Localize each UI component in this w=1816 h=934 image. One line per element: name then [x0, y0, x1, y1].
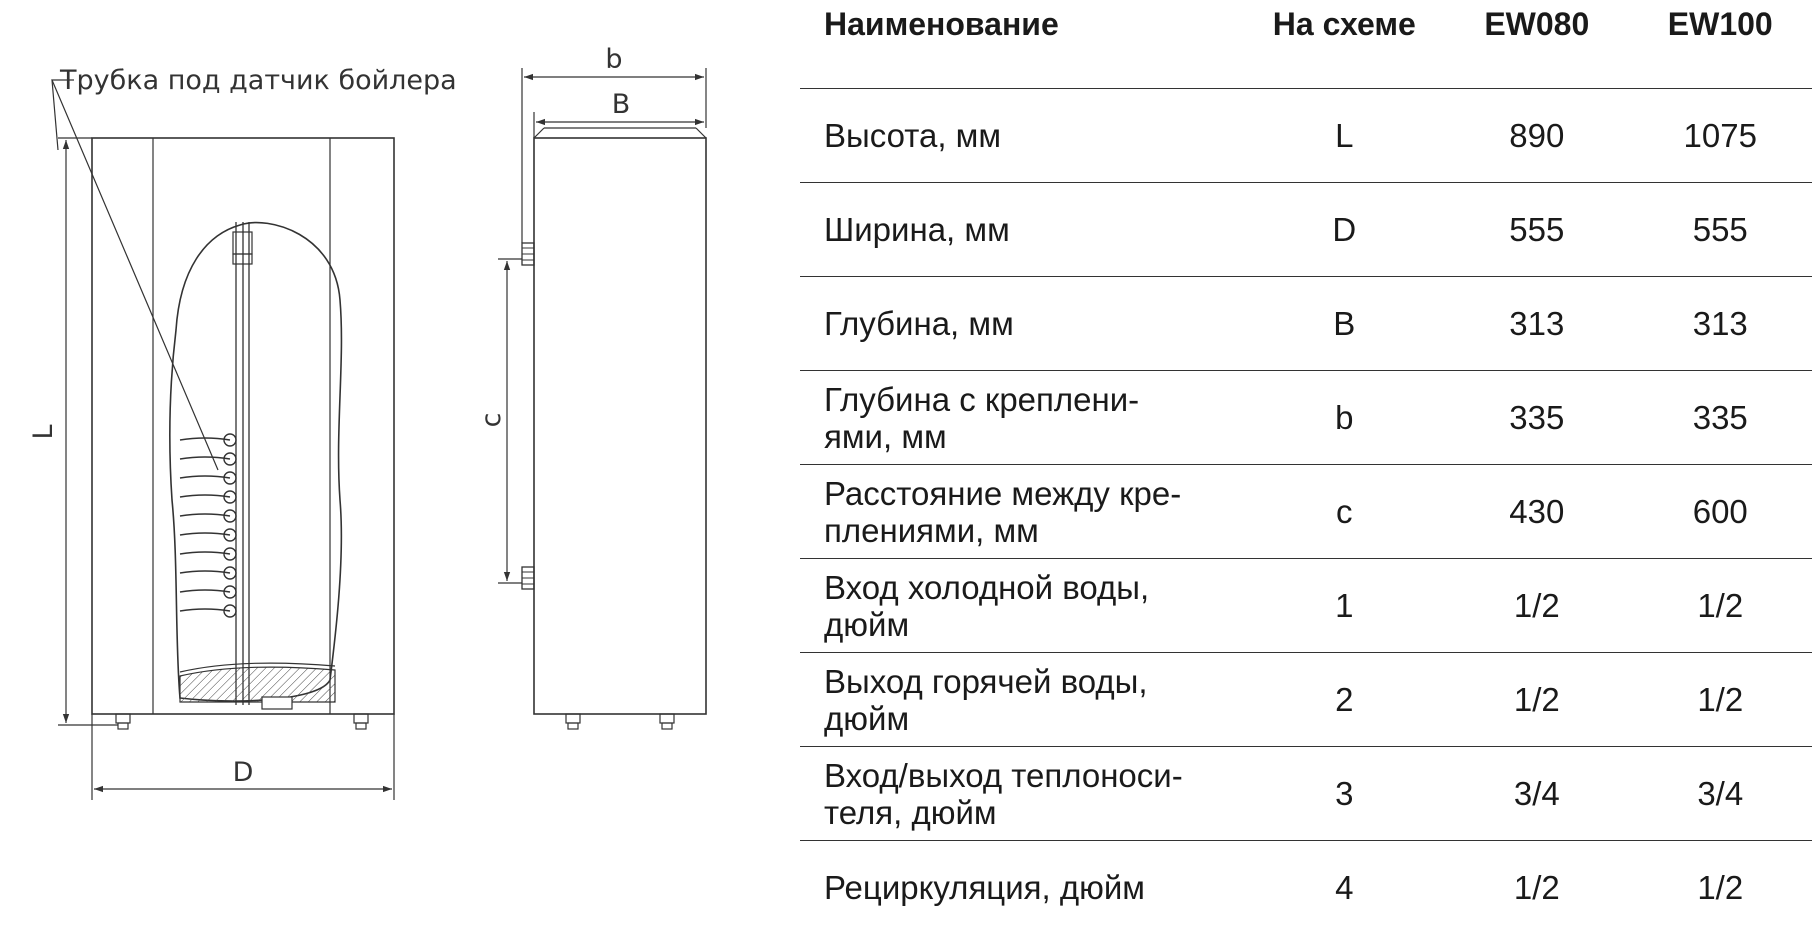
- row-ew080: 1/2: [1445, 559, 1628, 653]
- table-row: [800, 653, 1812, 747]
- row-schema: 3: [1244, 747, 1446, 841]
- row-ew100: 1/2: [1629, 841, 1812, 934]
- row-ew080: 1/2: [1445, 841, 1628, 934]
- dim-B-label: B: [612, 89, 631, 120]
- row-name: Ширина, мм: [800, 183, 1244, 277]
- row-ew080: 313: [1445, 277, 1628, 371]
- row-ew100: 1/2: [1629, 653, 1812, 747]
- table-header-row: [800, 0, 1812, 89]
- dim-D-label: D: [233, 757, 254, 788]
- table-row: [800, 841, 1812, 934]
- row-ew100: 1075: [1629, 89, 1812, 183]
- table-row: [800, 559, 1812, 653]
- row-ew100: 555: [1629, 183, 1812, 277]
- row-schema: D: [1244, 183, 1446, 277]
- front-cutaway: [170, 223, 342, 701]
- row-name: Глубина с креплени- ями, мм: [800, 371, 1244, 465]
- row-schema: 1: [1244, 559, 1446, 653]
- dim-c-label: c: [476, 413, 507, 428]
- row-schema: 4: [1244, 841, 1446, 934]
- row-ew080: 1/2: [1445, 653, 1628, 747]
- table-row: [800, 183, 1812, 277]
- header-ew080: EW080: [1445, 0, 1628, 89]
- row-ew100: 335: [1629, 371, 1812, 465]
- table-row: [800, 465, 1812, 559]
- row-name: Вход/выход теплоноси- теля, дюйм: [800, 747, 1244, 841]
- bottom-insulation: [180, 667, 335, 702]
- sensor-tube-label: Трубка под датчик бойлера: [59, 65, 457, 96]
- heating-coil: [180, 434, 236, 617]
- row-schema: 2: [1244, 653, 1446, 747]
- row-ew100: 3/4: [1629, 747, 1812, 841]
- boiler-technical-drawing: [0, 0, 790, 922]
- row-schema: L: [1244, 89, 1446, 183]
- row-ew100: 313: [1629, 277, 1812, 371]
- front-view: [92, 138, 394, 729]
- dimension-L: [58, 138, 118, 725]
- header-ew100: EW100: [1629, 0, 1812, 89]
- row-ew100: 1/2: [1629, 559, 1812, 653]
- dim-b-label: b: [605, 44, 622, 75]
- header-name: Наименование: [800, 0, 1244, 89]
- table-row: [800, 89, 1812, 183]
- row-name: Вход холодной воды, дюйм: [800, 559, 1244, 653]
- row-name: Выход горячей воды, дюйм: [800, 653, 1244, 747]
- row-schema: B: [1244, 277, 1446, 371]
- row-ew080: 335: [1445, 371, 1628, 465]
- header-schema: На схеме: [1244, 0, 1446, 89]
- row-ew080: 890: [1445, 89, 1628, 183]
- row-ew080: 3/4: [1445, 747, 1628, 841]
- row-ew100: 600: [1629, 465, 1812, 559]
- row-name: Глубина, мм: [800, 277, 1244, 371]
- table-row: [800, 371, 1812, 465]
- table-row: [800, 747, 1812, 841]
- row-ew080: 555: [1445, 183, 1628, 277]
- row-schema: c: [1244, 465, 1446, 559]
- dim-L-label: L: [28, 424, 59, 439]
- row-name: Высота, мм: [800, 89, 1244, 183]
- row-ew080: 430: [1445, 465, 1628, 559]
- table-row: [800, 277, 1812, 371]
- row-name: Расстояние между кре- плениями, мм: [800, 465, 1244, 559]
- side-body-outline: [534, 138, 706, 714]
- specifications-table: [800, 0, 1812, 934]
- row-name: Рециркуляция, дюйм: [800, 841, 1244, 934]
- side-view: [522, 128, 706, 729]
- row-schema: b: [1244, 371, 1446, 465]
